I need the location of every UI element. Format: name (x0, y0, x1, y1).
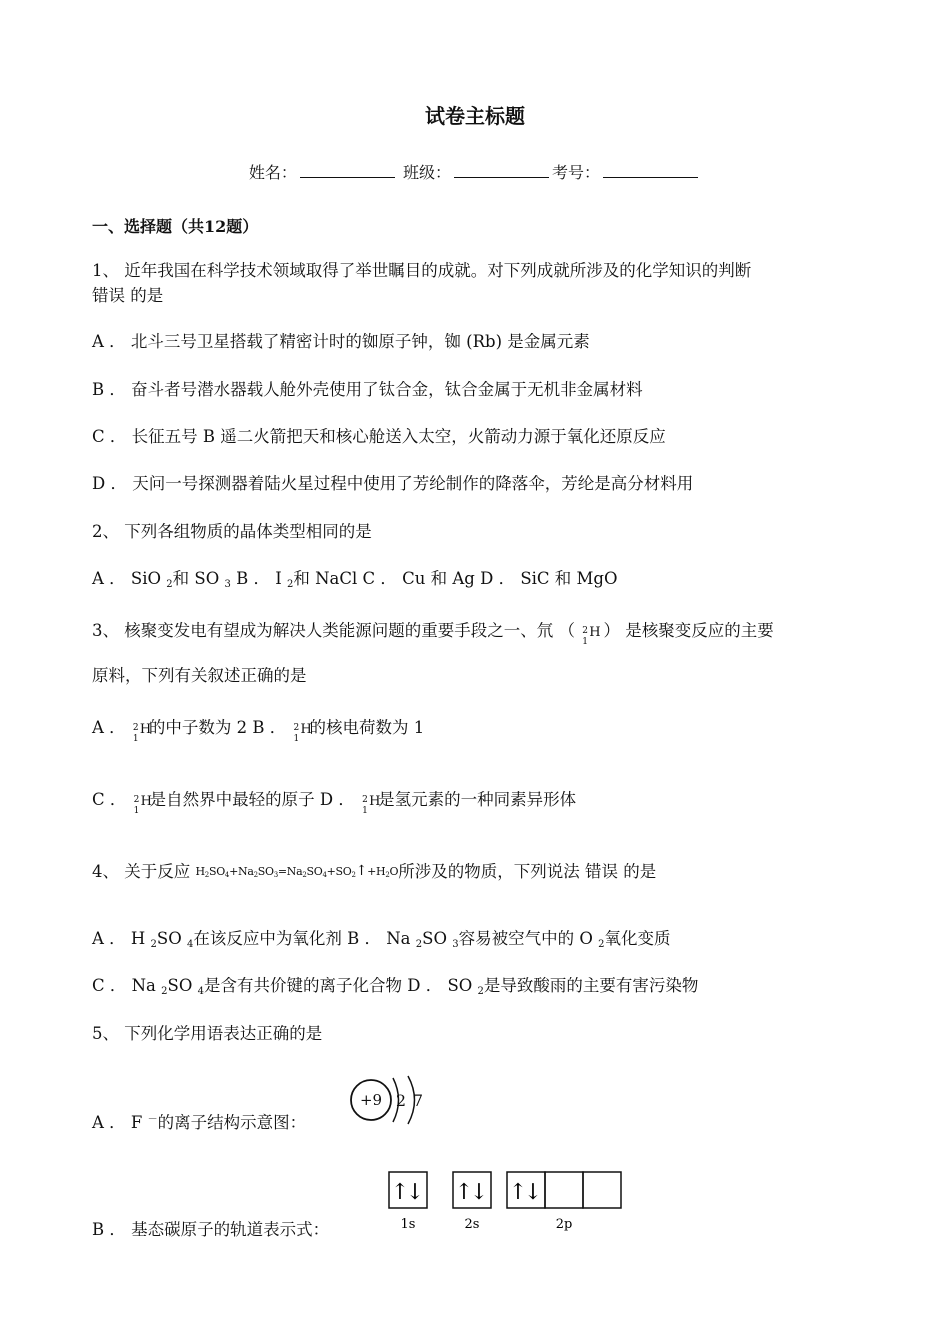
q1-option-a[interactable]: A ． 北斗三号卫星搭载了精密计时的铷原子钟，铷 (Rb) 是金属元素 (92, 332, 590, 351)
section-heading: 一、选择题（共12题） (92, 217, 259, 236)
q4-options-ab (92, 927, 671, 957)
deuterium-symbol: 2 1 H (582, 624, 601, 647)
q3-stem-line2: 原料，下列有关叙述正确的是 (92, 666, 307, 685)
student-info-line (0, 160, 950, 183)
shell2-electrons: 7 (412, 1091, 424, 1110)
nucleus-charge: +9 (359, 1091, 383, 1109)
label-1s: 1s (400, 1217, 416, 1232)
carbon-orbital-diagram (386, 1168, 626, 1234)
q3-option-c[interactable]: C ． 2 1 H 是自然界中最轻的原子 (92, 790, 315, 816)
label-2s: 2s (464, 1217, 480, 1232)
q2-stem: 2、 下列各组物质的晶体类型相同的是 (92, 522, 372, 541)
q4-option-d[interactable]: D ． SO $_2$是导致酸雨的主要有害污染物 (407, 976, 699, 997)
arrow-up-2p: ↑ (508, 1180, 528, 1205)
q2-option-d[interactable]: D ． SiC 和 MgO (480, 569, 618, 588)
q5-stem: 5、 下列化学用语表达正确的是 (92, 1024, 323, 1043)
q4-option-a[interactable]: A ． H $_2$SO $_4$在该反应中为氧化剂 (92, 929, 342, 950)
arrow-down-2s: ↓ (469, 1180, 489, 1205)
name-label: 姓名： (248, 163, 297, 182)
class-blank[interactable] (454, 163, 549, 178)
q2-options (92, 567, 618, 597)
q3-option-a[interactable]: A ． 2 1 H 的中子数为 2 (92, 718, 248, 744)
id-label: 考号： (552, 163, 601, 182)
arrow-up-1s: ↑ (390, 1180, 410, 1205)
arrow-up-2s: ↑ (454, 1180, 474, 1205)
page-title: 试卷主标题 (425, 104, 525, 128)
q2-option-b[interactable]: B ． I $_2$和 NaCl (236, 569, 358, 590)
name-blank[interactable] (300, 163, 395, 178)
arrow-down-2p: ↓ (523, 1180, 543, 1205)
q1-option-b[interactable]: B ． 奋斗者号潜水器载人舱外壳使用了钛合金，钛合金属于无机非金属材料 (92, 380, 643, 399)
arrow-down-1s: ↓ (405, 1180, 425, 1205)
label-2p: 2p (555, 1217, 573, 1232)
reaction-equation: H2SO4+Na2SO3=Na2SO4+SO2↑+H2O (195, 863, 399, 879)
shell1-electrons: 2 (395, 1091, 407, 1110)
q1-option-c[interactable]: C ． 长征五号 B 遥二火箭把天和核心舱送入太空，火箭动力源于氧化还原反应 (92, 427, 666, 446)
q4-option-c[interactable]: C ． Na $_2$SO $_4$是含有共价键的离子化合物 (92, 976, 402, 997)
q3-stem-line1: 3、 核聚变发电有望成为解决人类能源问题的重要手段之一、氘 （ 2 1 H ） 是核聚变反应的主要 (92, 621, 774, 647)
q2-option-c[interactable]: C ． Cu 和 Ag (362, 569, 475, 588)
q2-option-a[interactable]: A ． SiO $_2$和 SO $_3$ (92, 569, 231, 590)
q3-option-b[interactable]: B ． 2 1 H 的核电荷数为 1 (252, 718, 425, 744)
q5-option-b[interactable]: B ． 基态碳原子的轨道表示式： (92, 1220, 330, 1239)
q1-option-d[interactable]: D ． 天问一号探测器着陆火星过程中使用了芳纶制作的降落伞，芳纶是高分材料用 (92, 474, 694, 493)
q3-options-ab (92, 716, 425, 744)
q5-option-a[interactable]: A ． F －的离子结构示意图： (92, 1113, 307, 1132)
q3-options-cd (92, 788, 577, 816)
q4-options-cd (92, 974, 698, 1004)
q4-stem: 4、 关于反应 H2SO4+Na2SO3=Na2SO4+SO2↑+H2O所涉及的物质，下列说法 错误 的是 (92, 862, 657, 881)
class-label: 班级： (403, 163, 452, 182)
q4-option-b[interactable]: B ． Na $_2$SO $_3$容易被空气中的 O $_2$氧化变质 (347, 929, 671, 950)
fluoride-ion-structure-diagram (346, 1070, 436, 1130)
q3-option-d[interactable]: D ． 2 1 H 是氢元素的一种同素异形体 (319, 790, 577, 816)
id-blank[interactable] (603, 163, 698, 178)
q1-stem-line1: 1、 近年我国在科学技术领域取得了举世瞩目的成就。对下列成就所涉及的化学知识的判断 (92, 261, 752, 280)
q1-stem-line2: 错误 的是 (92, 286, 164, 305)
